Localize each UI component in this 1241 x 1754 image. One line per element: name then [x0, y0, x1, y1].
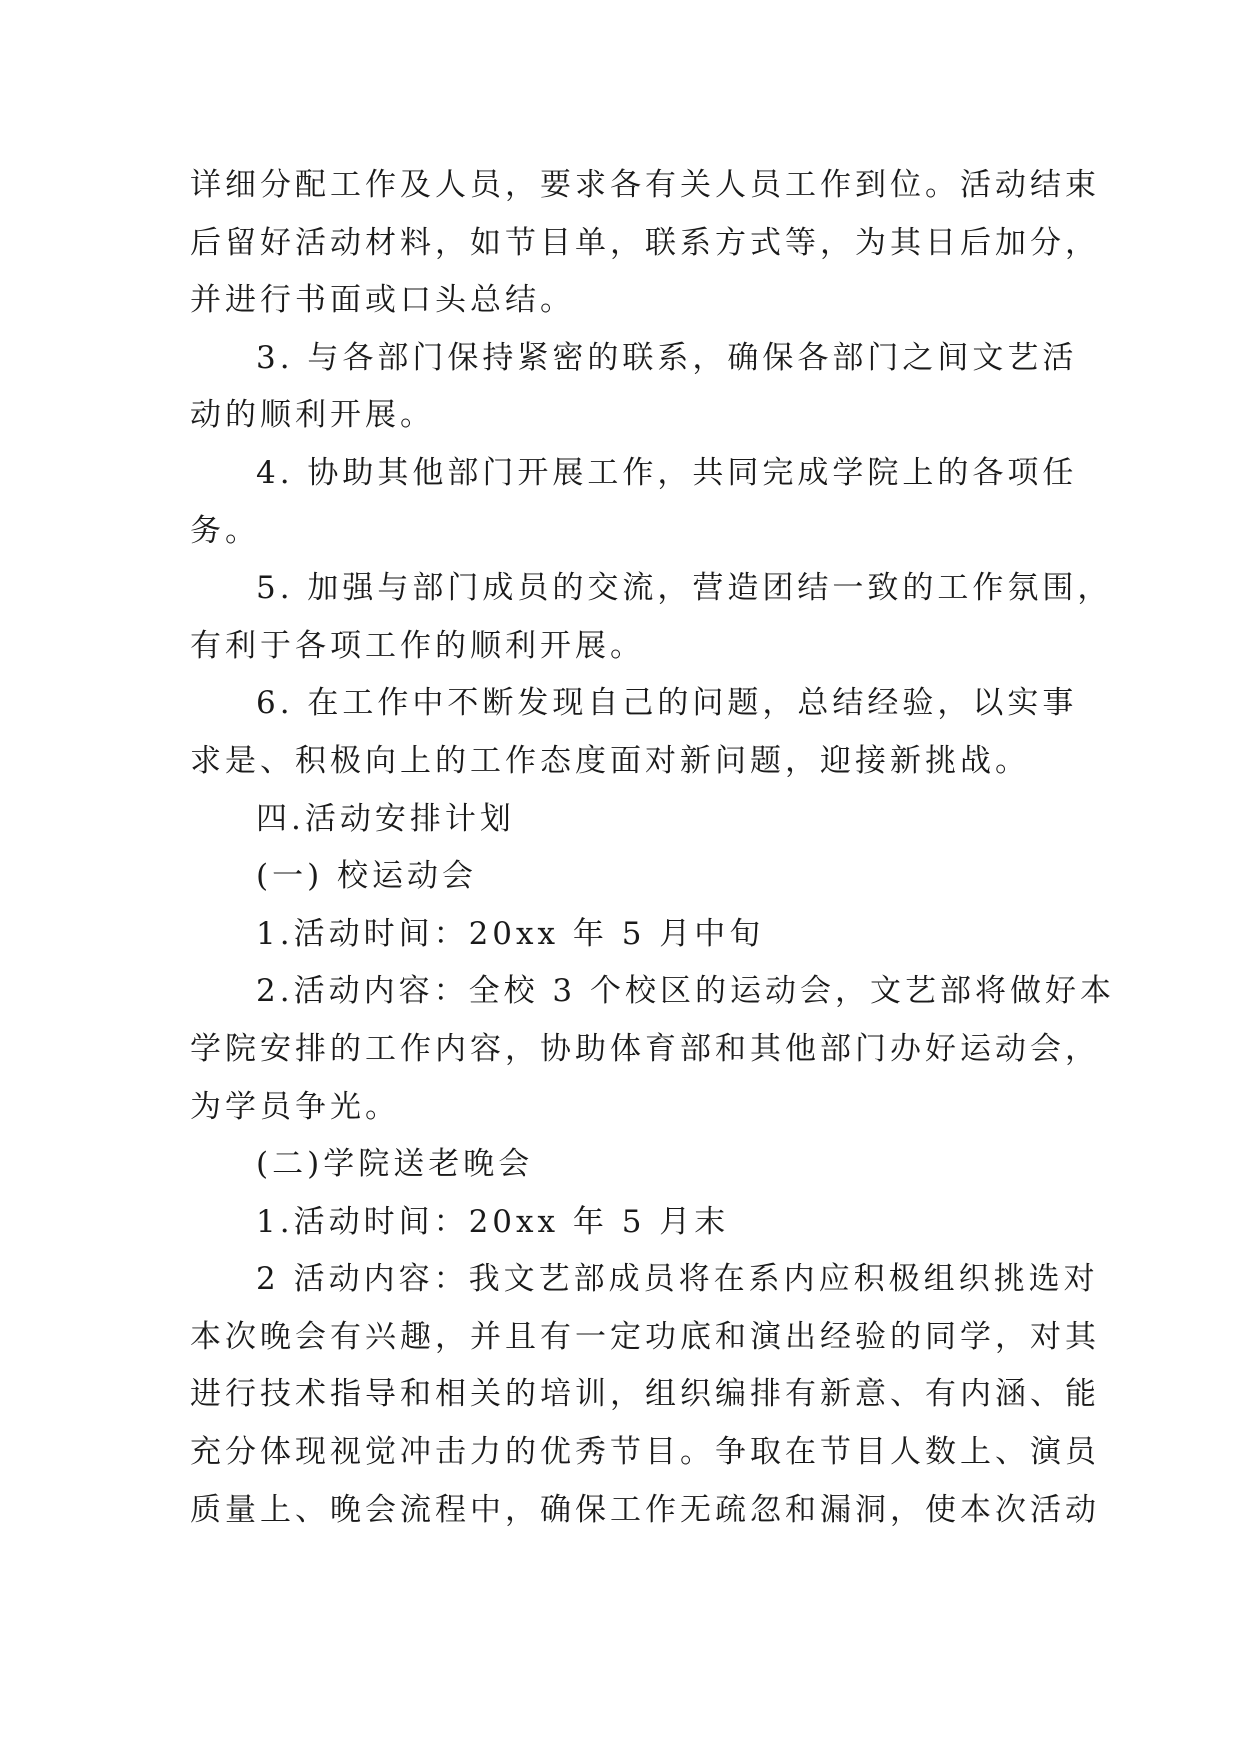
- text-line: 动的顺利开展。: [190, 397, 435, 434]
- text-line: 质量上、晚会流程中，确保工作无疏忽和漏洞，使本次活动: [190, 1491, 1100, 1528]
- section-heading: 四.活动安排计划: [256, 800, 515, 837]
- text-line: 务。: [190, 512, 260, 549]
- subsection-heading: (一) 校运动会: [256, 858, 478, 895]
- text-line: 求是、积极向上的工作态度面对新问题，迎接新挑战。: [190, 742, 1030, 779]
- text-line: 6. 在工作中不断发现自己的问题，总结经验，以实事: [256, 685, 1078, 722]
- text-line: 1.活动时间：20xx 年 5 月中旬: [256, 915, 765, 952]
- text-line: 并进行书面或口头总结。: [190, 282, 575, 319]
- text-line: 为学员争光。: [190, 1088, 400, 1125]
- text-line: 2.活动内容：全校 3 个校区的运动会，文艺部将做好本: [256, 973, 1116, 1010]
- text-line: 充分体现视觉冲击力的优秀节目。争取在节目人数上、演员: [190, 1434, 1100, 1471]
- text-line: 2 活动内容：我文艺部成员将在系内应积极组织挑选对: [256, 1261, 1099, 1298]
- text-line: 详细分配工作及人员，要求各有关人员工作到位。活动结束: [190, 167, 1100, 203]
- subsection-heading: (二)学院送老晚会: [256, 1146, 534, 1183]
- text-line: 本次晚会有兴趣，并且有一定功底和演出经验的同学，对其: [190, 1318, 1100, 1355]
- text-line: 有利于各项工作的顺利开展。: [190, 627, 645, 664]
- text-line: 进行技术指导和相关的培训，组织编排有新意、有内涵、能: [190, 1376, 1100, 1413]
- text-line: 3. 与各部门保持紧密的联系，确保各部门之间文艺活: [256, 339, 1078, 376]
- text-line: 1.活动时间：20xx 年 5 月末: [256, 1203, 730, 1240]
- text-line: 5. 加强与部门成员的交流，营造团结一致的工作氛围，: [256, 570, 1113, 607]
- text-line: 4. 协助其他部门开展工作，共同完成学院上的各项任: [256, 454, 1078, 491]
- text-line: 学院安排的工作内容，协助体育部和其他部门办好运动会，: [190, 1030, 1100, 1067]
- body-text: [190, 157, 1116, 1539]
- text-line: 后留好活动材料，如节目单，联系方式等，为其日后加分，: [190, 224, 1100, 261]
